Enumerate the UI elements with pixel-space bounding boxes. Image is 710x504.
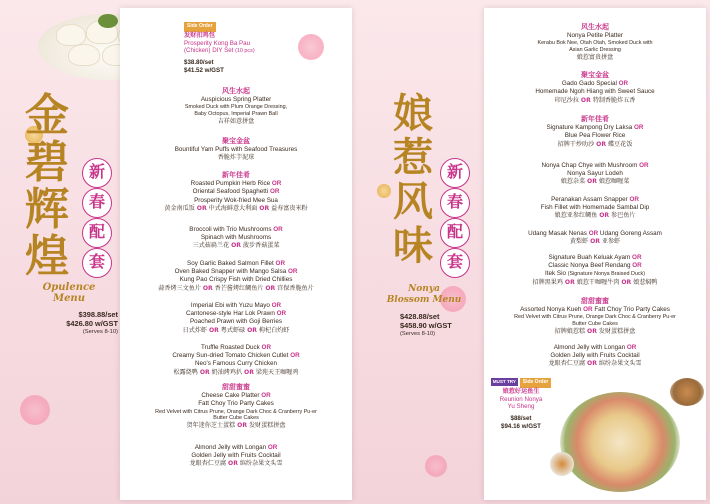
dish-zh: 缤纷杂果文头雪	[239, 460, 283, 468]
side-order-price-gst: $41.52 w/GST	[184, 66, 224, 74]
subtitle-char-circle: 配	[440, 218, 470, 248]
blossom-decoration	[425, 455, 447, 477]
or-separator: OR	[267, 444, 278, 451]
dish-zh: 蝶豆花饭	[607, 140, 633, 148]
title-char: 娘	[393, 90, 433, 137]
must-try-badge: MUST TRY	[492, 379, 516, 384]
or-separator: OR	[271, 180, 282, 188]
section-title: 新年佳肴	[222, 172, 250, 179]
dish-zh: 缤纷杂果文头雪	[598, 360, 642, 368]
title-char: 金	[25, 90, 69, 141]
dish-line: Peranakan Assam Snapper	[551, 196, 628, 203]
or-separator: OR	[621, 278, 632, 286]
dish-line: Golden Jelly with Fruits Cocktail	[191, 452, 281, 460]
subtitle-char-circle: 新	[82, 158, 112, 188]
dish-line: Neo's Famous Curry Chicken	[194, 360, 278, 368]
side-order-qty: (10 pcs)	[235, 48, 255, 55]
menu-section	[120, 172, 352, 213]
subtitle-char-circle: 春	[440, 188, 470, 218]
dish-description: Red Velvet with Citrus Prune, Orange Dark Choc & Cranberry Pu-er	[155, 408, 317, 415]
menu-section	[120, 226, 352, 251]
or-separator: OR	[626, 344, 637, 351]
dish-zh: 香芒酱烤红鲷鱼片	[214, 284, 264, 292]
serves: (Serves 8-10)	[82, 329, 118, 335]
dish-line: Nonya Petite Platter	[566, 32, 623, 40]
price-set: $398.88/set	[78, 310, 118, 319]
menu-section	[484, 24, 706, 62]
title-char: 惹	[393, 134, 433, 181]
or-separator: OR	[202, 284, 213, 292]
serves: (Serves 8-10)	[400, 331, 436, 337]
menu-section	[484, 254, 706, 287]
dish-zh: 菠步香菇蛋菜	[242, 242, 280, 250]
side-order-name: (Chicken) DIY Set	[184, 47, 234, 55]
dish-zh: 亚参虾	[601, 238, 621, 246]
dish-zh: 招牌娘惹糕	[554, 327, 586, 335]
menu-name-line: Opulence	[42, 282, 96, 293]
side-order-price-set: $38.80/set	[184, 59, 214, 67]
side-order-zh: 娘惹好运鱼生	[502, 387, 540, 395]
or-separator: OR	[261, 344, 271, 351]
dish-line: Gado Gado Special	[561, 80, 617, 88]
menu-section	[484, 162, 706, 187]
blossom-decoration	[298, 34, 324, 60]
or-separator: OR	[244, 368, 254, 376]
menu-section	[484, 344, 706, 369]
dish-line: Oven Baked Snapper with Mango Salsa	[174, 268, 287, 276]
section-title: 甜甜蜜蜜	[581, 298, 609, 305]
dish-zh: 粤式虾碌	[220, 326, 246, 334]
dish-description: (Signature Nonya Braised Duck)	[567, 271, 646, 278]
title-char: 辉	[25, 184, 69, 235]
dish-line: Spinach with Mushrooms	[200, 234, 272, 242]
menu-section	[120, 302, 352, 335]
dish-zh: 龙眼杏仁豆腐	[548, 360, 586, 368]
dish-line: Golden Jelly with Fruits Cocktail	[550, 352, 640, 360]
subtitle-char-circle: 春	[82, 188, 112, 218]
menu-section	[484, 230, 706, 246]
dish-line: Fatt Choy Trio Party Cakes	[594, 306, 670, 314]
dish-zh: 枸杞白灼虾	[258, 326, 290, 334]
dish-line: Fatt Choy Trio Party Cakes	[198, 400, 274, 408]
subtitle-char-circle: 套	[440, 248, 470, 278]
dish-line: Classic Nonya Beef Rendang	[548, 262, 631, 270]
dish-zh: 黄金南瓜饭	[164, 204, 195, 212]
or-separator: OR	[583, 306, 593, 314]
side-order-yu-sheng	[488, 378, 554, 431]
menu-section	[120, 88, 352, 126]
or-separator: OR	[590, 238, 600, 246]
or-separator: OR	[275, 260, 285, 267]
dish-description: Butter Cube Cakes	[572, 321, 618, 327]
or-separator: OR	[580, 96, 591, 104]
dish-line: Kung Pao Crispy Fish with Dried Chillies	[179, 276, 293, 284]
or-separator: OR	[632, 262, 642, 270]
dish-line: Blue Pea Flower Rice	[564, 132, 626, 140]
left-chinese-title	[20, 92, 74, 280]
or-separator: OR	[588, 230, 599, 237]
section-title: 风生水起	[581, 24, 609, 31]
dish-line: Fish Fillet with Homemade Sambal Dip	[540, 204, 650, 212]
dish-line: Itek Sio	[544, 270, 566, 278]
side-order-zh: 发财扣鸡包	[184, 31, 215, 39]
or-separator: OR	[639, 162, 649, 169]
dish-zh: 招牌黑果鸡	[532, 278, 563, 286]
side-order-name: Yu Sheng	[507, 403, 535, 411]
dish-zh: 黄梨虾	[569, 238, 589, 246]
or-separator: OR	[261, 392, 271, 400]
dish-description: Baby Octopus, Imperial Prawn Ball	[194, 111, 278, 117]
dish-description: Asian Garlic Dressing	[569, 47, 621, 53]
or-separator: OR	[618, 80, 629, 88]
menu-section	[120, 384, 352, 430]
side-order-tag: Side Order	[184, 22, 216, 32]
or-separator: OR	[237, 421, 248, 429]
side-order-price-set: $88/set	[510, 415, 532, 423]
title-char: 煌	[25, 231, 69, 282]
side-order-kong-ba-pau	[184, 22, 255, 75]
section-title: 甜甜蜜蜜	[222, 384, 250, 391]
opulence-menu-card	[120, 8, 352, 500]
or-separator: OR	[276, 310, 287, 318]
dish-zh: 招牌干炒叻沙	[557, 140, 595, 148]
dish-line: Signature Kampong Dry Laksa	[546, 124, 633, 132]
side-order-name: Reunion Nonya	[499, 395, 543, 403]
right-price-block	[400, 312, 480, 339]
menu-section	[484, 298, 706, 336]
title-char: 碧	[25, 137, 69, 188]
or-separator: OR	[596, 140, 607, 148]
dish-line: Poached Prawn with Goji Berries	[189, 318, 283, 326]
dish-zh: 娘惹咖喱菜	[598, 178, 630, 186]
blossom-decoration	[20, 395, 50, 425]
dish-line: Imperial Ebi with Yuzu Mayo	[190, 302, 270, 309]
or-separator: OR	[271, 302, 282, 309]
dish-zh: 龙眼杏仁豆腐	[189, 460, 227, 468]
price-set: $428.88/set	[400, 312, 440, 321]
dish-zh: 发财蛋糕拼盘	[598, 327, 636, 335]
menu-section	[484, 196, 706, 221]
dish-zh: 娘惹焖鸭	[633, 278, 658, 286]
dish-zh: 日式炸虾	[182, 326, 208, 334]
dish-line: Almond Jelly with Longan	[553, 344, 626, 351]
or-separator: OR	[265, 284, 276, 292]
dish-line: Creamy Sun-dried Tomato Chicken Cutlet	[172, 352, 289, 360]
dish-zh: 中式海鲜意大利面	[208, 204, 258, 212]
dish-zh: 娘惹富贵拼盘	[576, 53, 614, 61]
dish-line: Homemade Ngoh Hiang with Sweet Sauce	[535, 88, 655, 96]
dish-line: Prosperity Wok-fried Mee Sua	[194, 196, 278, 204]
yu-sheng-image	[560, 392, 680, 492]
dish-zh: 娘惹干咖喱牛肉	[576, 278, 620, 286]
dish-zh: 梁苑天王咖喱鸡	[255, 368, 299, 376]
dish-line: Oriental Seafood Spaghetti	[192, 188, 269, 196]
dish-zh: 宫保香脆鱼片	[277, 284, 314, 292]
dish-zh: 特制香脆炸五香	[592, 96, 636, 104]
price-gst: $458.90 w/GST	[400, 321, 452, 330]
or-separator: OR	[259, 204, 270, 212]
dish-zh: 印尼沙拉	[554, 96, 579, 104]
or-separator: OR	[199, 368, 210, 376]
dish-zh: 蒜香烤三文鱼片	[158, 284, 201, 292]
dish-line: Udang Goreng Assam	[599, 230, 662, 237]
or-separator: OR	[228, 460, 238, 468]
or-separator: OR	[290, 352, 300, 360]
menu-name-line: Nonya	[408, 284, 440, 294]
dish-line: Cantonese-style Har Lok Prawn	[185, 310, 275, 318]
dish-zh: 贺年迷你芝士蛋糕	[186, 421, 236, 429]
right-chinese-title	[388, 92, 438, 268]
dish-zh: 松露烧鸭	[173, 368, 198, 376]
or-separator: OR	[587, 360, 597, 368]
side-order-price-gst: $94.16 w/GST	[501, 422, 541, 430]
dish-line: Cheese Cake Platter	[201, 392, 260, 400]
dish-zh: 娘惹杂菜	[560, 178, 586, 186]
dish-zh: 参巴鱼片	[611, 212, 636, 220]
dish-zh: 娘惹亚参红鲷鱼	[554, 212, 598, 220]
or-separator: OR	[632, 254, 642, 261]
dish-line: Signature Buah Keluak Ayam	[548, 254, 631, 261]
subtitle-char-circle: 套	[82, 248, 112, 278]
dish-line: Udang Masak Nenas	[528, 230, 587, 237]
dish-description: Kerabu Bok Nee, Otah Otah, Smoked Duck with	[537, 40, 653, 47]
right-menu-name	[370, 284, 478, 306]
or-separator: OR	[634, 124, 644, 132]
dish-zh: 三式菇扁兰花	[192, 242, 230, 250]
dish-line: Truffle Roasted Duck	[201, 344, 260, 351]
menu-section	[484, 116, 706, 149]
dish-line: Soy Garlic Baked Salmon Fillet	[187, 260, 274, 267]
menu-section	[484, 72, 706, 105]
dish-zh: 吉祥如意拼盘	[217, 117, 255, 125]
dish-zh: 益寿富贵米粉	[271, 204, 308, 212]
section-title: 聚宝金盆	[581, 72, 609, 79]
or-separator: OR	[587, 327, 597, 335]
subtitle-char-circle: 新	[440, 158, 470, 188]
dish-line: Assorted Nonya Kueh	[520, 306, 582, 314]
or-separator: OR	[564, 278, 575, 286]
sauce-bowl-image	[550, 452, 574, 476]
dish-line: Bountiful Yam Puffs with Seafood Treasures	[174, 146, 298, 154]
side-order-tag: Side Order	[520, 378, 552, 388]
section-title: 新年佳肴	[581, 116, 609, 123]
dish-description: Red Velvet with Citrus Prune, Orange Dark Choc & Cranberry Pu-er	[514, 314, 676, 321]
menu-name-line: Blossom Menu	[386, 295, 462, 305]
or-separator: OR	[269, 188, 280, 196]
dish-line: Broccoli with Trio Mushrooms	[189, 226, 272, 233]
dish-zh: 香脆炸芋泥球	[217, 154, 255, 162]
side-order-name: Prosperity Kong Ba Pau	[184, 39, 251, 47]
or-separator: OR	[287, 268, 298, 276]
dish-line: Nonya Chap Chye with Mushroom	[541, 162, 638, 169]
title-char: 风	[393, 178, 433, 225]
dish-line: Auspicious Spring Platter	[200, 96, 272, 104]
or-separator: OR	[599, 212, 610, 220]
dish-zh: 发财蛋糕拼盘	[248, 421, 286, 429]
left-price-block	[38, 310, 118, 337]
or-separator: OR	[196, 204, 207, 212]
left-menu-name	[20, 282, 118, 304]
dish-zh: 奶油烤鸡扒	[211, 368, 243, 376]
menu-section	[120, 138, 352, 163]
or-separator: OR	[231, 242, 241, 250]
dish-description: Butter Cube Cakes	[213, 415, 259, 422]
nonya-blossom-menu-card	[484, 8, 706, 500]
menu-section	[120, 444, 352, 469]
dish-line: Nonya Sayur Lodeh	[567, 170, 623, 178]
dish-description: Smoked Duck with Plum Orange Dressing,	[184, 104, 288, 111]
menu-name-line: Menu	[53, 293, 85, 304]
section-title: 聚宝金盆	[222, 138, 250, 145]
or-separator: OR	[587, 178, 597, 186]
or-separator: OR	[629, 196, 639, 203]
or-separator: OR	[208, 326, 219, 334]
or-separator: OR	[247, 326, 257, 334]
menu-section	[120, 344, 352, 377]
dish-line: Roasted Pumpkin Herb Rice	[190, 180, 271, 188]
dish-line: Almond Jelly with Longan	[194, 444, 267, 451]
subtitle-char-circle: 配	[82, 218, 112, 248]
or-separator: OR	[273, 226, 283, 233]
menu-section	[120, 260, 352, 293]
title-char: 味	[393, 222, 433, 269]
section-title: 风生水起	[222, 88, 250, 95]
crackers-image	[670, 378, 704, 406]
price-gst: $426.80 w/GST	[66, 319, 118, 328]
